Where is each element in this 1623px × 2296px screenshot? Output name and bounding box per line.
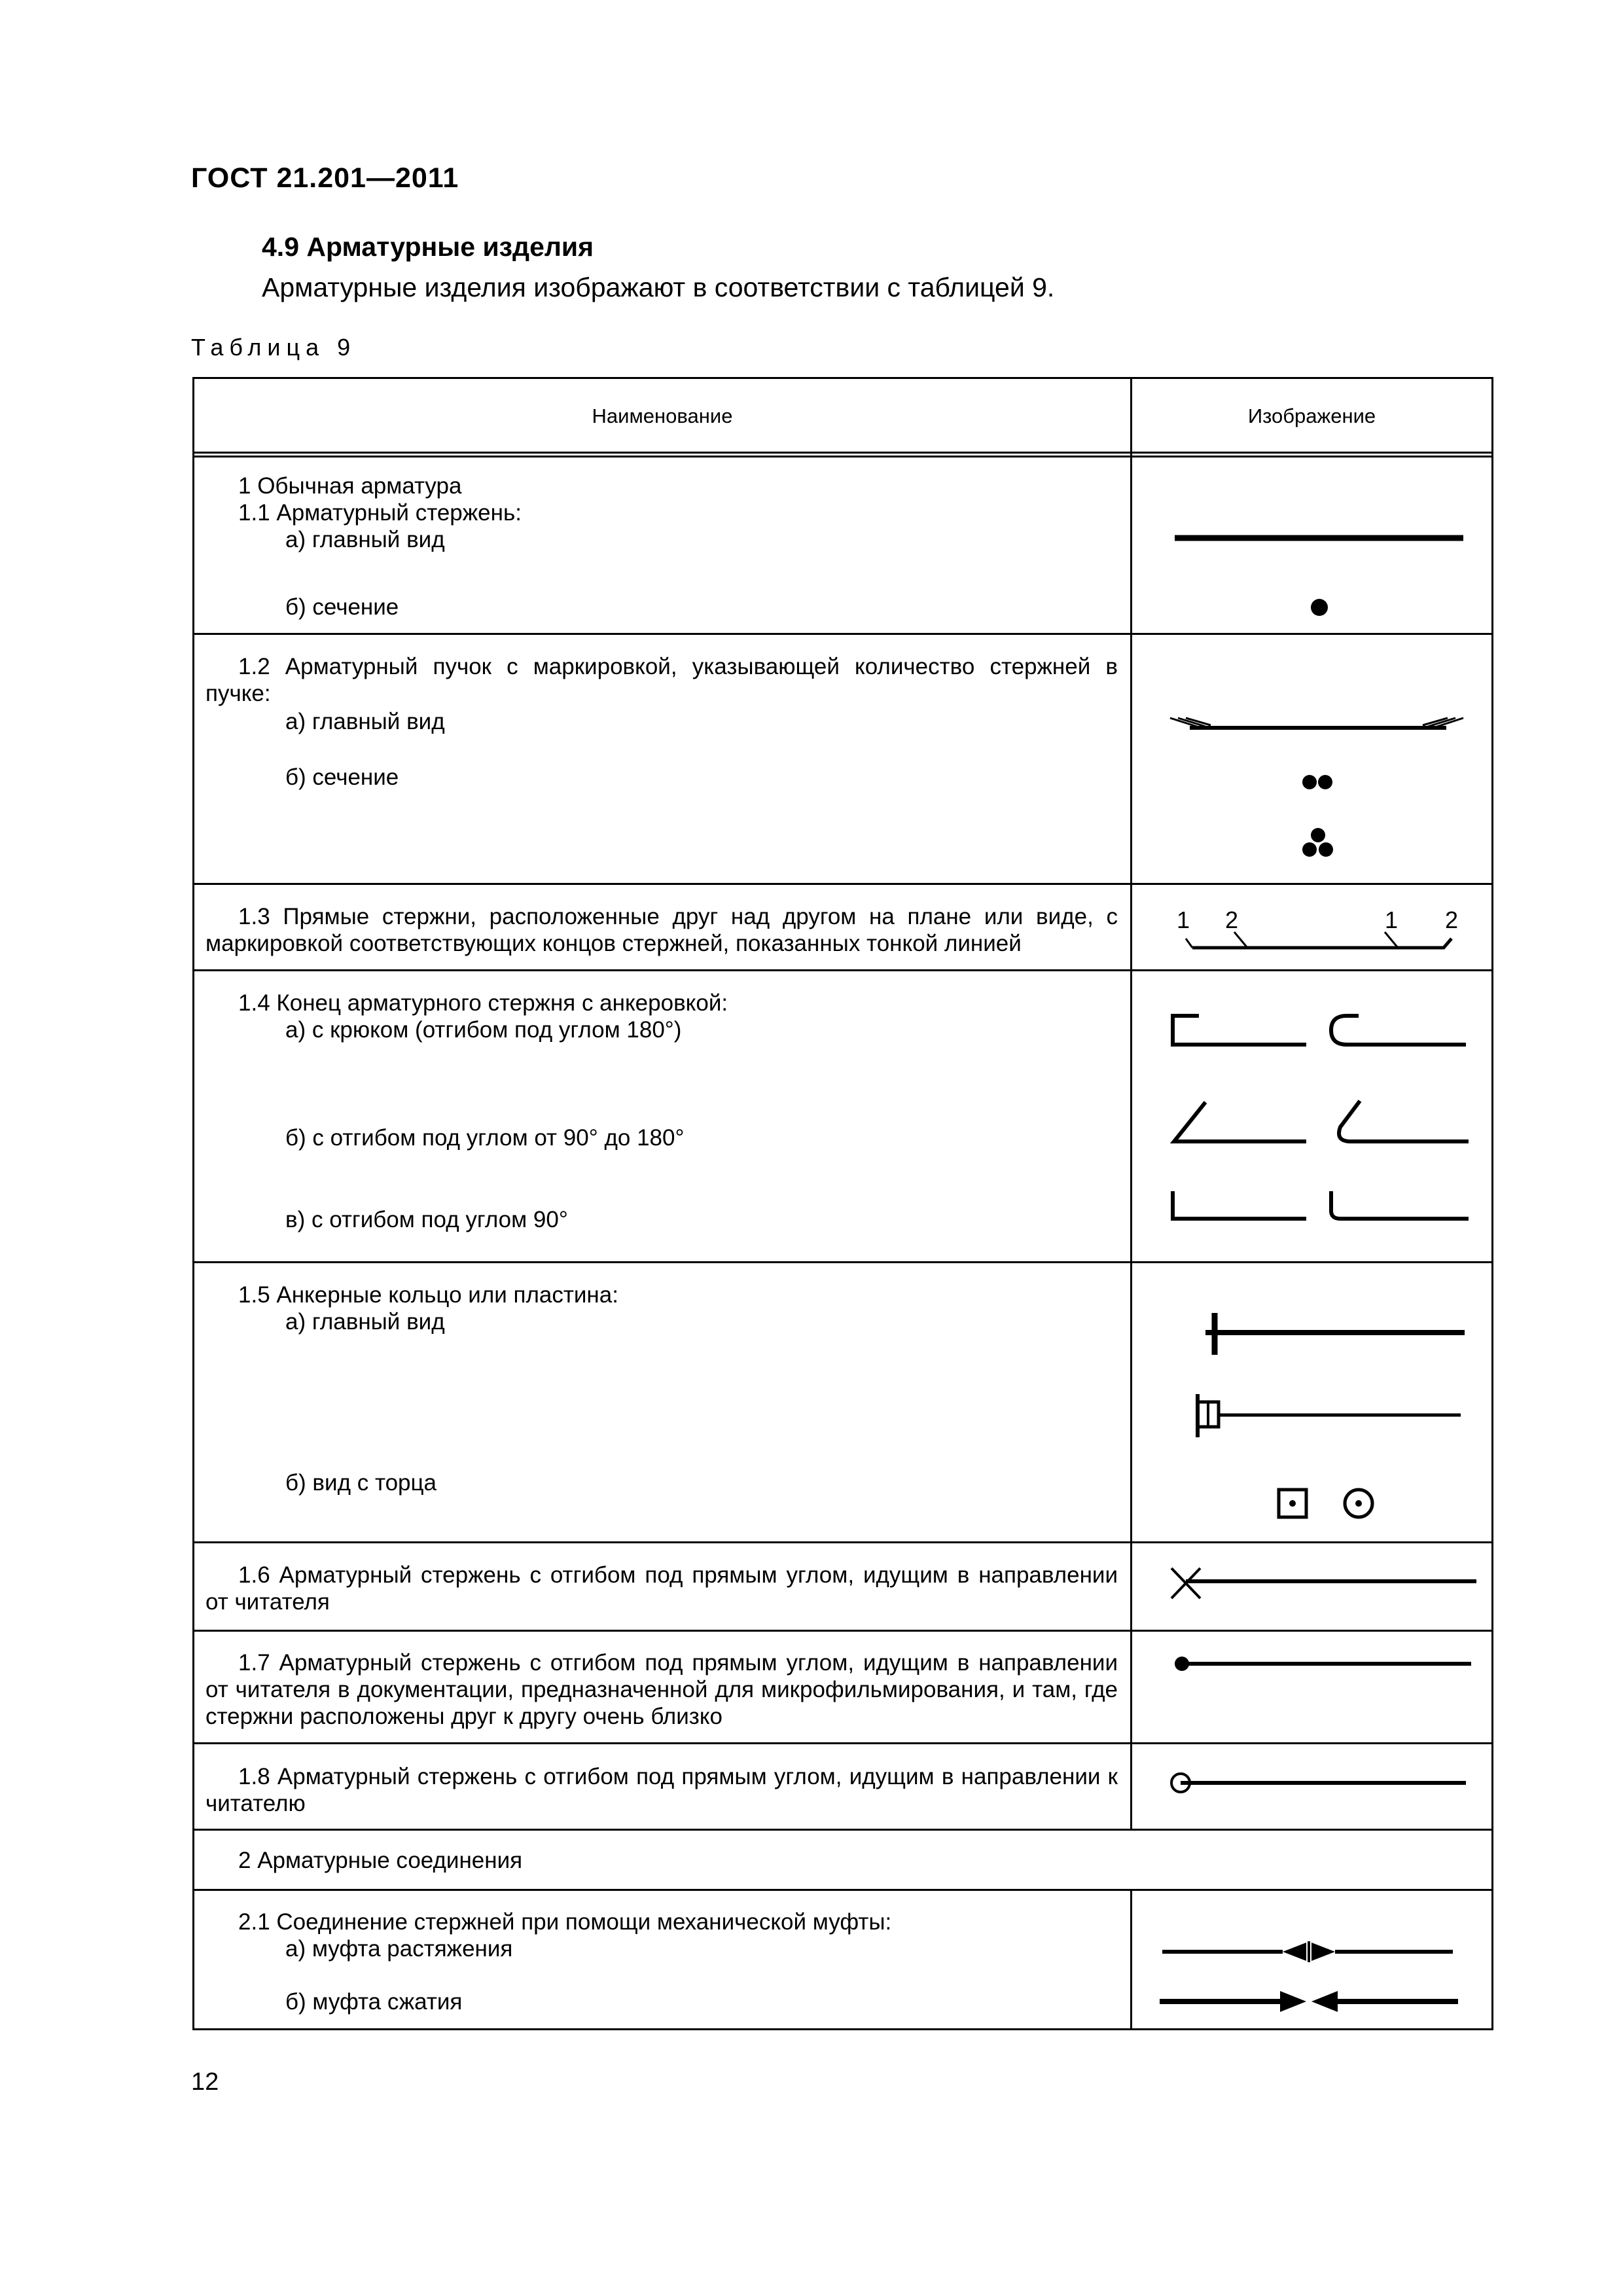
anchor-ring-main-view-symbol: [1205, 1313, 1465, 1355]
row-label: 2 Арматурные соединения: [238, 1848, 523, 1873]
row-sub-label: а) главный вид: [285, 709, 445, 734]
row-sub-label: б) с отгибом под углом от 90° до 180°: [285, 1125, 685, 1151]
section-intro: Арматурные изделия изображают в соответствии с таблицей 9.: [262, 272, 1055, 302]
table-caption: Таблица 9: [191, 334, 357, 361]
row-label: 1.7 Арматурный стержень с отгибом под прямым углом, идущим в направлении от читателя в документации, предназначенной для микрофильмирования, и там, где стержни расположены друг к другу очень близко: [205, 1650, 1118, 1729]
row-sub-label: б) муфта сжатия: [285, 1989, 463, 2015]
row-label: 1.1 Арматурный стержень:: [238, 500, 522, 526]
compression-coupling-symbol: [1160, 1991, 1458, 2012]
row-label: 2.1 Соединение стержней при помощи механической муфты:: [238, 1909, 892, 1935]
row-sub-label: б) вид с торца: [285, 1470, 437, 1496]
row-sub-label: а) с крюком (отгибом под углом 180°): [285, 1017, 682, 1043]
bundle-main-view-symbol: [1170, 718, 1463, 728]
row-label: 1.6 Арматурный стержень с отгибом под прямым углом, идущим в направлении от читателя: [205, 1562, 1118, 1615]
bar-section-dot-symbol: [1311, 599, 1328, 616]
row-sub-label: б) сечение: [285, 594, 399, 620]
bend-90-180-anchor-symbol: [1174, 1101, 1469, 1141]
bundle-section-three-dots-symbol: [1302, 828, 1333, 857]
bend-90-anchor-symbol: [1173, 1191, 1469, 1219]
row-label: 1.5 Анкерные кольцо или пластина:: [238, 1282, 618, 1308]
page-number: 12: [191, 2068, 219, 2096]
row-label: 1.4 Конец арматурного стержня с анкеровкой:: [238, 990, 728, 1016]
bar-end-mark-2b: 2: [1445, 906, 1459, 933]
column-header-name: Наименование: [592, 404, 733, 427]
row-label: 1.3 Прямые стержни, расположенные друг над другом на плане или виде, с маркировкой соответствующих концов стержней, показанных тонкой линией: [205, 904, 1118, 956]
row-sub-label: а) главный вид: [285, 527, 445, 552]
document-code: ГОСТ 21.201—2011: [191, 162, 459, 194]
bar-end-mark-1b: 1: [1385, 906, 1399, 933]
tension-coupling-symbol: [1162, 1941, 1453, 1962]
row-label: 1 Обычная арматура: [238, 473, 462, 499]
hook-180-anchor-symbol: [1173, 1016, 1466, 1045]
row-label: 1.2 Арматурный пучок с маркировкой, указывающей количество стержней в пучке:: [205, 654, 1118, 706]
row-sub-label: в) с отгибом под углом 90°: [285, 1207, 568, 1232]
bar-end-mark-1: 1: [1177, 906, 1190, 933]
bend-away-microfilm-symbol: [1175, 1657, 1471, 1671]
anchor-plate-main-view-symbol: [1198, 1394, 1461, 1437]
row-sub-label: б) сечение: [285, 764, 399, 790]
anchor-ring-end-view-symbol: [1345, 1490, 1372, 1517]
bar-end-mark-2: 2: [1225, 906, 1239, 933]
bundle-section-two-dots-symbol: [1302, 775, 1332, 789]
row-label: 1.8 Арматурный стержень с отгибом под прямым углом, идущим в направлении к читателю: [205, 1764, 1118, 1816]
row-sub-label: а) муфта растяжения: [285, 1936, 513, 1962]
anchor-plate-end-view-symbol: [1279, 1490, 1306, 1517]
bend-toward-reader-symbol: [1171, 1774, 1466, 1792]
stacked-bars-marking-symbol: [1186, 932, 1452, 948]
section-title: 4.9 Арматурные изделия: [262, 232, 594, 262]
bend-away-from-reader-symbol: [1171, 1568, 1476, 1598]
row-sub-label: а) главный вид: [285, 1309, 445, 1335]
column-header-image: Изображение: [1247, 404, 1376, 427]
